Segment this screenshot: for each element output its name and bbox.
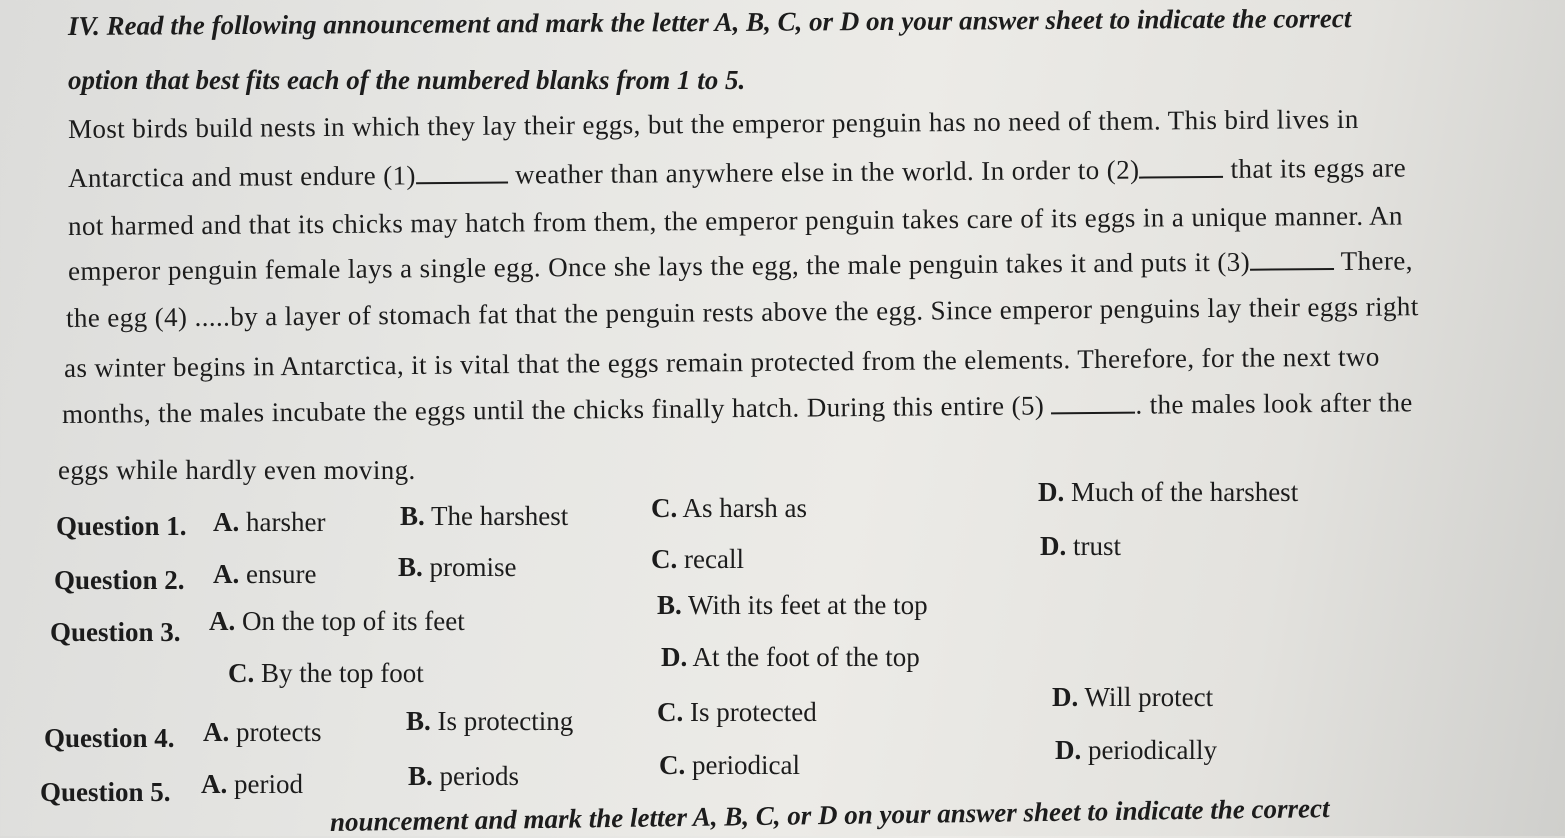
question-4-option-a[interactable]: A. protects [203,717,322,747]
passage-line-3: not harmed and that its chicks may hatch from them, the emperor penguin takes care of its eggs in a unique manner. An [67,200,1404,241]
question-2-label: Question 2. [54,565,185,595]
passage-line-2-part-a: Antarctica and must endure (1) [67,160,416,193]
question-2-option-c[interactable]: C. recall [651,544,744,574]
question-3-option-b[interactable]: B. With its feet at the top [657,590,928,620]
instruction-heading-line-1: IV. Read the following announcement and mark the letter A, B, C, or D on your answer sheet to indicate the correct [67,3,1352,41]
passage-line-4-part-b: There, [1340,245,1413,277]
question-5-option-d[interactable]: D. periodically [1055,735,1217,765]
instruction-heading-line-2: option that best fits each of the numbered blanks from 1 to 5. [68,65,746,95]
blank-5 [1051,392,1135,415]
passage-line-4 [68,244,1413,287]
question-1-label: Question 1. [56,511,187,541]
question-4-option-c[interactable]: C. Is protected [657,697,817,727]
passage-line-2-part-b: weather than anywhere else in the world. In order to (2) [514,154,1140,190]
question-5-option-b[interactable]: B. periods [408,761,519,791]
passage-line-7-part-a: months, the males incubate the eggs until the chicks finally hatch. During this entire (5) [61,390,1045,429]
passage-line-6: as winter begins in Antarctica, it is vital that the eggs remain protected from the elements. Therefore, for the next two [63,341,1380,383]
passage-line-8: eggs while hardly even moving. [58,455,416,485]
passage-line-2-part-c: that its eggs are [1230,152,1407,184]
passage-line-4-part-a: emperor penguin female lays a single egg. Once she lays the egg, the male penguin takes it and puts it (3) [67,246,1251,286]
question-3-option-a[interactable]: A. On the top of its feet [209,606,465,636]
passage-line-2 [68,151,1406,194]
blank-2 [1139,156,1223,179]
question-4-label: Question 4. [44,723,175,753]
question-3-option-c[interactable]: C. By the top foot [228,658,424,688]
next-section-heading-partial: nouncement and mark the letter A, B, C, or D on your answer sheet to indicate the correct [329,793,1330,837]
blank-3 [1250,248,1334,271]
question-5-option-c[interactable]: C. periodical [659,750,800,780]
question-1-option-b[interactable]: B. The harshest [400,501,569,531]
passage-line-5: the egg (4) .....by a layer of stomach fat that the penguin rests above the egg. Since emperor penguins lay their eggs right [65,291,1419,333]
question-2-option-b[interactable]: B. promise [398,552,517,582]
question-2-option-d[interactable]: D. trust [1040,531,1122,561]
question-1-option-d[interactable]: D. Much of the harshest [1038,477,1299,507]
question-5-option-a[interactable]: A. period [201,769,303,799]
passage-line-7 [62,386,1413,430]
passage-line-1: Most birds build nests in which they lay their eggs, but the emperor penguin has no need of them. This bird lives in [67,103,1359,144]
question-1-option-a[interactable]: A. harsher [213,507,326,537]
question-1-option-c[interactable]: C. As harsh as [651,493,807,523]
blank-1 [416,162,508,185]
question-3-option-d[interactable]: D. At the foot of the top [661,642,920,672]
passage-line-7-part-b: . the males look after the [1135,387,1413,420]
question-5-label: Question 5. [40,777,171,807]
question-3-label: Question 3. [50,617,181,647]
question-4-option-b[interactable]: B. Is protecting [406,706,574,736]
question-2-option-a[interactable]: A. ensure [213,559,317,589]
question-4-option-d[interactable]: D. Will protect [1052,682,1214,712]
